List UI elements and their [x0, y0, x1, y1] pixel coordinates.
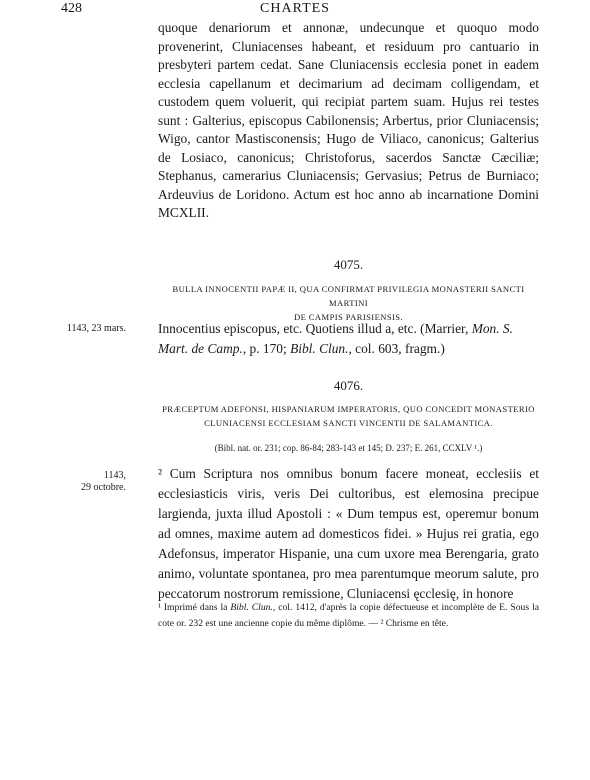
- footnote-text: , col. 1412, d'après la copie défectueuse et incomplète de E. Sous la cote or. 232 est une ancienne copie du même diplôme. — ² Chrisme en tête.: [158, 602, 540, 629]
- margin-date: 1143, 23 mars.: [66, 323, 126, 334]
- page-number: 428: [61, 1, 82, 16]
- charter-title-line: DE CAMPIS PARISIENSIS.: [293, 312, 403, 322]
- running-title: CHARTES: [260, 1, 330, 16]
- charter-4076-text: ² Cum Scriptura nos omnibus bonum facere moneat, ecclesiis et ecclesiasticis viris, veris Dei cultoribus, est elemosina precipue largienda, juxta illud Apostoli : « Dum tempus est, operemur bonum ad omnes, maxime autem ad domesticos fidei. » Hujus rei gratia, ego Adefonsus, imperator Hispanie, una cum uxore mea Berengaria, grato animo, voluntate spontanea, pro mea parentumque meorum salute, pro peccatorum nostrorum remissione, Cluniacensi ęcclesię, in honore: [158, 466, 539, 601]
- footnotes: [158, 600, 539, 632]
- citation-title: Bibl. Clun.: [290, 341, 349, 356]
- charter-title-line: BULLA INNOCENTII PAPÆ II, QUA CONFIRMAT PRIVILEGIA MONASTERII SANCTI MARTINI: [172, 284, 525, 308]
- citation-title: Mon. S. Mart. de Camp.: [158, 321, 513, 356]
- date-line: 29 octobre.: [81, 482, 126, 493]
- charter-4075-text: [158, 319, 539, 359]
- charter-number: 4075.: [333, 257, 364, 272]
- source-list: (Bibl. nat. or. 231; cop. 86-84; 283-143 et 145; D. 237; E. 261, CCXLV ¹.): [214, 443, 483, 453]
- footnote-text: ¹ Imprimé dans la: [158, 602, 231, 613]
- text-segment: , col. 603, fragm.): [348, 341, 445, 356]
- charter-title: [158, 282, 539, 324]
- charter-title-line: PRÆCEPTUM ADEFONSI, HISPANIARUM IMPERATORIS, QUO CONCEDIT MONASTERIO: [162, 404, 535, 414]
- charter-4074-text: quoque denariorum et annonæ, undecunque et quoquo modo provenerint, Cluniacenses habeant, et residuum pro cantuario in presbyteri partem cedat. Sane Cluniacensis ecclesia ponet in eadem ecclesia capellanum et decimarium ad decimam colligendam, et custodem quem voluerit, qui recipiat partem suam. Hujus rei testes sunt : Galterius, episcopus Cabilonensis; Arbertus, prior Cluniacensis; Wigo, cantor Mastisconensis; Hugo de Viliaco, canonicus; Galterius de Losiaco, canonicus; Christoforus, sacerdos Sanctæ Cæciliæ; Stephanus, camerarius Cluniacensis; Gervasius; Petrus de Burniaco; Ardeuvius de Loridono. Actum est hoc anno ab incarnatione Domini MCXLII.: [158, 20, 539, 220]
- margin-date: [40, 470, 126, 494]
- citation-title: Bibl. Clun.: [230, 602, 273, 613]
- text-segment: , p. 170;: [242, 341, 291, 356]
- text-segment: Innocentius episcopus, etc. Quotiens illud a, etc. (Marrier,: [158, 321, 472, 336]
- charter-title: [158, 402, 539, 430]
- date-line: 1143,: [103, 470, 126, 481]
- charter-title-line: CLUNIACENSI ECCLESIAM SANCTI VINCENTII DE SALAMANTICA.: [204, 418, 493, 428]
- charter-number: 4076.: [333, 378, 364, 393]
